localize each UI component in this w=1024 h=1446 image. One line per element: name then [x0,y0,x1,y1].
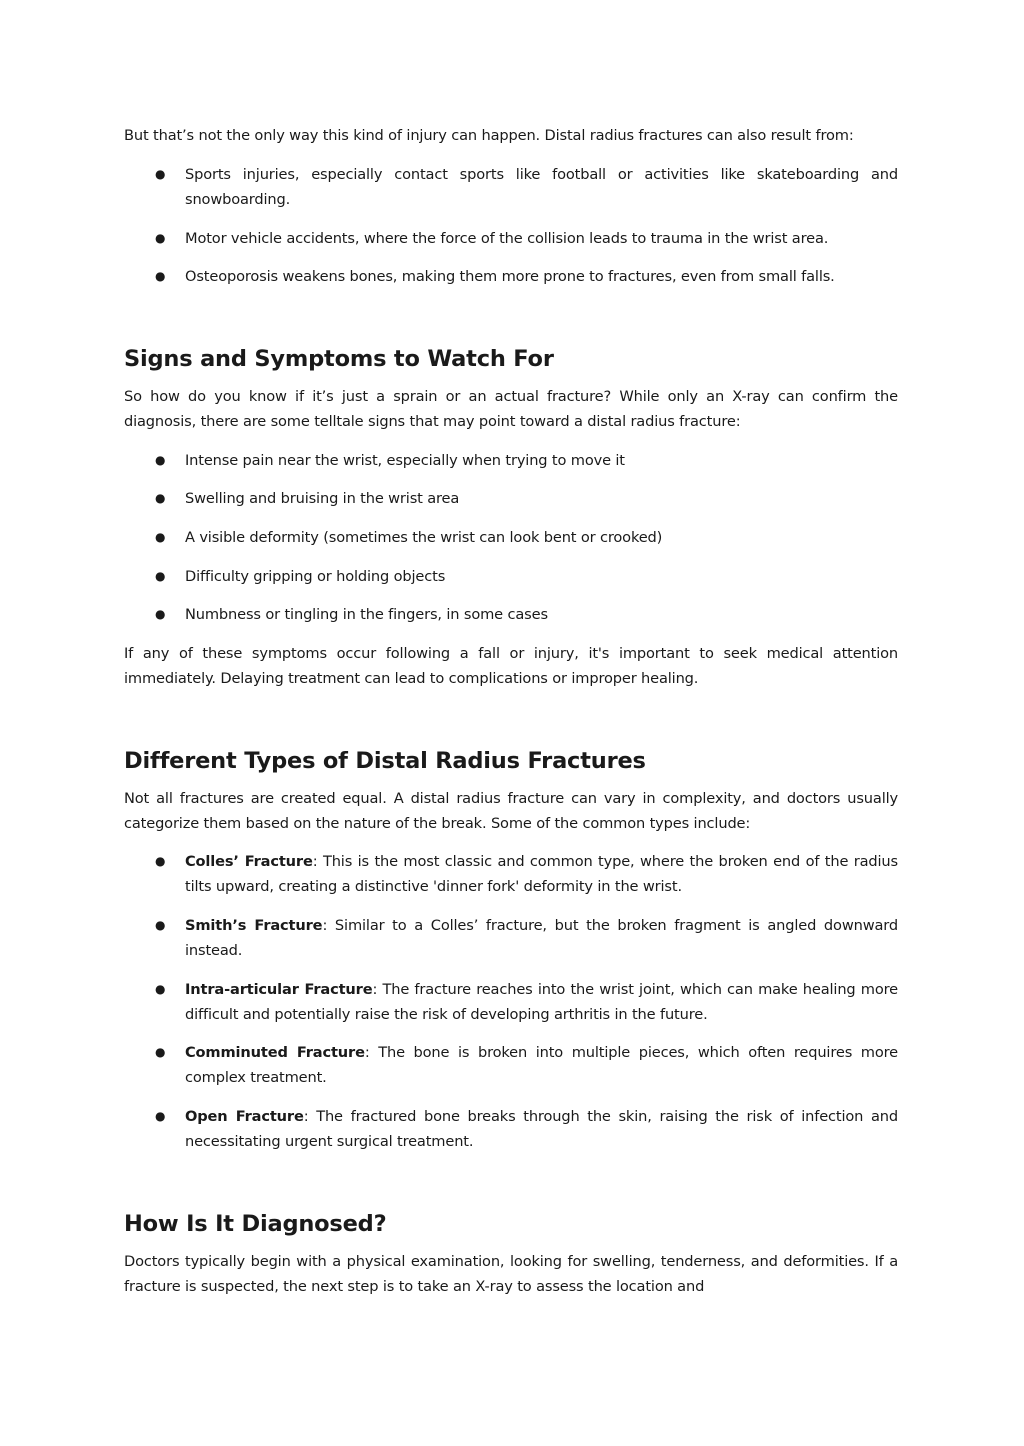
cause-text: Motor vehicle accidents, where the force of the collision leads to trauma in the wrist area. [185,230,829,247]
fracture-description: : The bone is broken into multiple pieces, which often requires more complex treatment. [185,1044,898,1086]
bullet-icon: ● [155,607,166,621]
bullet-icon: ● [155,167,166,181]
fracture-term: Comminuted Fracture [185,1044,365,1061]
section-heading-diagnosis: How Is It Diagnosed? [124,1211,387,1237]
fracture-term: Colles’ Fracture [185,853,313,870]
section-heading-signs: Signs and Symptoms to Watch For [124,346,554,372]
bullet-icon: ● [155,1109,166,1123]
fracture-term: Intra-articular Fracture [185,981,373,998]
bullet-icon: ● [155,453,166,467]
bullet-icon: ● [155,854,166,868]
bullet-icon: ● [155,491,166,505]
cause-text: Osteoporosis weakens bones, making them more prone to fractures, even from small falls. [185,268,835,285]
fracture-description: : This is the most classic and common type, where the broken end of the radius tilts upward, creating a distinctive 'dinner fork' deformity in the wrist. [185,853,898,895]
bullet-icon: ● [155,530,166,544]
bullet-icon: ● [155,231,166,245]
diagnosis-intro-paragraph: Doctors typically begin with a physical examination, looking for swelling, tenderness, and deformities. If a fracture is suspected, the next step is to take an X-ray to assess the location and [124,1253,898,1295]
types-intro-paragraph: Not all fractures are created equal. A distal radius fracture can vary in complexity, and doctors usually categorize them based on the nature of the break. Some of the common types include: [124,790,898,832]
intro-paragraph: But that’s not the only way this kind of injury can happen. Distal radius fractures can also result from: [124,127,854,144]
sign-text: Numbness or tingling in the fingers, in some cases [185,606,548,623]
fracture-description: : The fracture reaches into the wrist joint, which can make healing more difficult and potentially raise the risk of developing arthritis in the future. [185,981,898,1023]
fracture-term: Smith’s Fracture [185,917,323,934]
section-heading-types: Different Types of Distal Radius Fractures [124,748,646,774]
fracture-description: : The fractured bone breaks through the skin, raising the risk of infection and necessitating urgent surgical treatment. [185,1108,898,1150]
signs-outro-paragraph: If any of these symptoms occur following a fall or injury, it's important to seek medical attention immediately. Delaying treatment can lead to complications or improper healing. [124,645,898,687]
signs-intro-paragraph: So how do you know if it’s just a sprain or an actual fracture? While only an X-ray can confirm the diagnosis, there are some telltale signs that may point toward a distal radius fracture: [124,388,898,430]
bullet-icon: ● [155,269,166,283]
bullet-icon: ● [155,918,166,932]
sign-text: Intense pain near the wrist, especially when trying to move it [185,452,625,469]
sign-text: A visible deformity (sometimes the wrist can look bent or crooked) [185,529,663,546]
fracture-term: Open Fracture [185,1108,304,1125]
sign-text: Difficulty gripping or holding objects [185,568,446,585]
sign-text: Swelling and bruising in the wrist area [185,490,460,507]
fracture-description: : Similar to a Colles’ fracture, but the broken fragment is angled downward instead. [185,917,898,959]
bullet-icon: ● [155,982,166,996]
bullet-icon: ● [155,1045,166,1059]
cause-text: Sports injuries, especially contact sports like football or activities like skateboarding and snowboarding. [185,166,898,208]
bullet-icon: ● [155,569,166,583]
